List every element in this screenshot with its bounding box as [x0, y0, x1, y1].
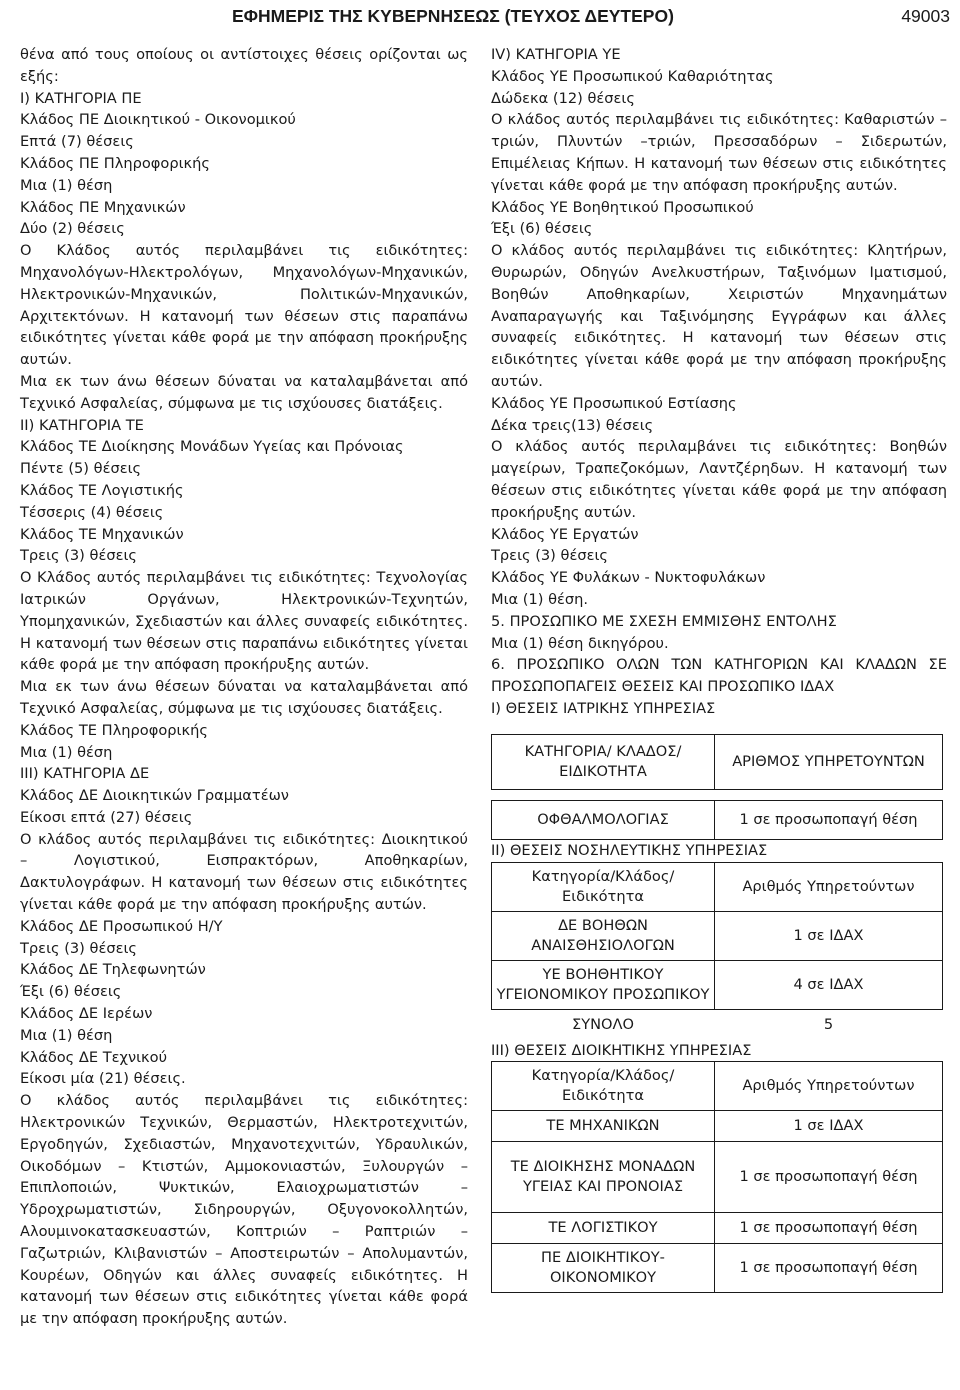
- paragraph: Δώδεκα (12) θέσεις: [491, 89, 635, 107]
- table-header-cell: Αριθμός Υπηρετούντων: [715, 1062, 943, 1111]
- paragraph: Κλάδος ΥΕ Προσωπικού Εστίασης: [491, 394, 737, 412]
- total-value: 5: [823, 1015, 834, 1033]
- paragraph: Κλάδος ΠΕ Διοικητικού - Οικονομικού: [20, 111, 296, 129]
- paragraph: Κλάδος ΤΕ Διοίκησης Μονάδων Υγείας και Πρόνοιας: [20, 438, 404, 456]
- section-heading: ΙV) ΚΑΤΗΓΟΡΙΑ ΥΕ: [491, 46, 621, 63]
- table-row: [492, 911, 943, 960]
- paragraph: Έξι (6) θέσεις: [20, 983, 122, 1001]
- section-heading: ΙΙΙ) ΚΑΤΗΓΟΡΙΑ ΔΕ: [20, 765, 150, 783]
- table-row: [492, 1244, 943, 1293]
- paragraph: Μια (1) θέση δικηγόρου.: [491, 634, 669, 652]
- paragraph: Κλάδος ΥΕ Προσωπικού Καθαριότητας: [491, 67, 774, 85]
- table-cell: 1 σε προσωποπαγή θέση: [715, 1213, 943, 1244]
- section-heading: 6. ΠΡΟΣΩΠΙΚΟ ΟΛΩΝ ΤΩΝ ΚΑΤΗΓΟΡΙΩΝ ΚΑΙ ΚΛΑΔΩΝ ΣΕ ΠΡΟΣΩΠΟΠΑΓΕΙΣ ΘΕΣΕΙΣ ΚΑΙ ΠΡΟΣΩΠΙΚΟ ΙΔΑΧ: [491, 656, 947, 696]
- table-header-cell: ΑΡΙΘΜΟΣ ΥΠΗΡΕΤΟΥΝΤΩΝ: [715, 734, 943, 789]
- table-cell: 1 σε ΙΔΑΧ: [715, 1111, 943, 1142]
- paragraph: Τρεις (3) θέσεις: [20, 547, 137, 565]
- paragraph: Τρεις (3) θέσεις: [20, 939, 137, 957]
- table-row: [492, 1142, 943, 1213]
- table-header-cell: Αριθμός Υπηρετούντων: [715, 862, 943, 911]
- section-heading: ΙΙ) ΚΑΤΗΓΟΡΙΑ ΤΕ: [20, 416, 144, 434]
- table-cell: ΠΕ ΔΙΟΙΚΗΤΙΚΟΥ-ΟΙΚΟΝΟΜΙΚΟΥ: [492, 1244, 715, 1293]
- paragraph: Ο Κλάδος αυτός περιλαμβάνει τις ειδικότητες: Τεχνολογίας Ιατρικών Οργάνων, Ηλεκτρονικών-Τεχνητών, Υπομηχανικών, Σχεδιαστών και άλλες συναφείς ειδικότητες. Η κατανομή των θέσεων στις παραπάνω ειδικότητες γίνεται κάθε φορά με την απόφαση προκήρυξης αυτών.: [20, 569, 468, 674]
- paragraph: Κλάδος ΠΕ Μηχανικών: [20, 198, 186, 216]
- table-cell: 1 σε ΙΔΑΧ: [715, 911, 943, 960]
- table-header-cell: Κατηγορία/Κλάδος/ Ειδικότητα: [492, 1062, 715, 1111]
- paragraph: Κλάδος ΔΕ Ιερέων: [20, 1005, 153, 1023]
- medical-service-table: [491, 734, 943, 840]
- table-cell: ΤΕ ΜΗΧΑΝΙΚΩΝ: [492, 1111, 715, 1142]
- paragraph: Μια εκ των άνω θέσεων δύναται να καταλαμβάνεται από Τεχνικό Ασφαλείας, σύμφωνα με τις ισχύουσες διατάξεις.: [20, 372, 468, 412]
- paragraph: Ο Κλάδος αυτός περιλαμβάνει τις ειδικότητες: Μηχανολόγων-Ηλεκτρολόγων, Μηχανολόγων-Μηχανικών, Ηλεκτρονικών-Μηχανικών, Πολιτικών-Μηχανικών, Αρχιτεκτόνων. Η κατανομή των θέσεων στις παραπάνω ειδικότητες γίνεται κάθε φορά με την απόφαση προκήρυξης αυτών.: [20, 242, 468, 369]
- paragraph: Κλάδος ΔΕ Διοικητικών Γραμματέων: [20, 787, 289, 805]
- table-row: [492, 960, 943, 1009]
- table-row: [492, 1213, 943, 1244]
- administrative-service-table: [491, 1061, 943, 1293]
- table-cell: ΟΦΘΑΛΜΟΛΟΓΙΑΣ: [492, 800, 715, 839]
- paragraph: Κλάδος ΔΕ Τηλεφωνητών: [20, 961, 206, 979]
- table-gap: [492, 789, 943, 800]
- paragraph: Δύο (2) θέσεις: [20, 220, 125, 238]
- paragraph: Κλάδος ΠΕ Πληροφορικής: [20, 154, 210, 172]
- table-row: [492, 1111, 943, 1142]
- table-cell: ΤΕ ΔΙΟΙΚΗΣΗΣ ΜΟΝΑΔΩΝ ΥΓΕΙΑΣ ΚΑΙ ΠΡΟΝΟΙΑΣ: [492, 1142, 715, 1213]
- paragraph: Μια εκ των άνω θέσεων δύναται να καταλαμβάνεται από Τεχνικό Ασφαλείας, σύμφωνα με τις ισχύουσες διατάξεις.: [20, 678, 468, 717]
- paragraph: Μια (1) θέση: [20, 176, 113, 194]
- table-header-row: [492, 734, 943, 789]
- paragraph: θένα από τους οποίους οι αντίστοιχες θέσεις ορίζονται ως εξής:: [20, 46, 468, 85]
- left-column: [20, 44, 468, 1330]
- paragraph: Δέκα τρεις(13) θέσεις: [491, 416, 654, 434]
- page-header: [0, 6, 960, 28]
- paragraph: Ο κλάδος αυτός περιλαμβάνει τις ειδικότητες: Καθαριστών –τριών, Πλυντών –τριών, Πρεσσαδόρων – Σιδερωτών, Επιμέλειας Κήπων. Η κατανομή των θέσεων στις ειδικότητες γίνεται κάθε φορά με την απόφαση προκήρυξης αυτών.: [491, 111, 947, 194]
- paragraph: Ο κλάδος αυτός περιλαμβάνει τις ειδικότητες: Βοηθών μαγείρων, Τραπεζοκόμων, Λαντζέρηδων. Η κατανομή των θέσεων στις ειδικότητες γίνεται κάθε φορά με την απόφαση προκήρυξης αυτών.: [491, 438, 947, 521]
- total-label: ΣΥΝΟΛΟ: [571, 1015, 634, 1033]
- paragraph: Κλάδος ΤΕ Μηχανικών: [20, 525, 184, 543]
- section-caption: ΙΙΙ) ΘΕΣΕΙΣ ΔΙΟΙΚΗΤΙΚΗΣ ΥΠΗΡΕΣΙΑΣ: [491, 1041, 752, 1059]
- paragraph: Πέντε (5) θέσεις: [20, 460, 142, 478]
- paragraph: Κλάδος ΥΕ Εργατών: [491, 525, 639, 543]
- table-cell: ΤΕ ΛΟΓΙΣΤΙΚΟΥ: [492, 1213, 715, 1244]
- paragraph: Έξι (6) θέσεις: [491, 220, 593, 238]
- table-cell: 4 σε ΙΔΑΧ: [715, 960, 943, 1009]
- paragraph: Κλάδος ΤΕ Πληροφορικής: [20, 721, 208, 739]
- right-column: [491, 44, 947, 1293]
- paragraph: Κλάδος ΤΕ Λογιστικής: [20, 481, 184, 499]
- paragraph: Μια (1) θέση: [20, 1026, 113, 1044]
- table-header-cell: Κατηγορία/Κλάδος/ Ειδικότητα: [492, 862, 715, 911]
- table-cell: 1 σε προσωποπαγή θέση: [715, 800, 943, 839]
- paragraph: Ο κλάδος αυτός περιλαμβάνει τις ειδικότητες: Ηλεκτρονικών Τεχνικών, Θερμαστών, Ηλεκτροτεχνιτών, Εργοδηγών, Σχεδιαστών, Μηχανοτεχνιτών, Υδραυλικών, Οικοδόμων – Κτιστών, Αμμοκονιαστών, Ξυλουργών – Επιπλοποιών, Ψυκτικών, Ελαιοχρωματιστών – Υδροχρωματιστών, Σιδηρουργών, Οξυγονοκολλητών, Αλουμινοκατασκευαστών, Κοπτριών – Ραπτριών – Γαζωτριών, Κλιβανιστών – Αποστειρωτών – Απολυμαντών, Κουρέων, Οδηγών και άλλες συναφείς ειδικότητες. Η κατανομή των θέσεων στις ειδικότητες γίνεται κάθε φορά με την απόφαση προκήρυξης αυτών.: [20, 1092, 468, 1328]
- table-header-cell: ΚΑΤΗΓΟΡΙΑ/ ΚΛΑΔΟΣ/ ΕΙΔΙΚΟΤΗΤΑ: [492, 734, 715, 789]
- paragraph: Κλάδος ΥΕ Βοηθητικού Προσωπικού: [491, 198, 754, 216]
- section-caption: ΙΙ) ΘΕΣΕΙΣ ΝΟΣΗΛΕΥΤΙΚΗΣ ΥΠΗΡΕΣΙΑΣ: [491, 841, 768, 859]
- paragraph: Είκοσι μία (21) θέσεις.: [20, 1070, 186, 1088]
- section-heading: 5. ΠΡΟΣΩΠΙΚΟ ΜΕ ΣΧΕΣΗ ΕΜΜΙΣΘΗΣ ΕΝΤΟΛΗΣ: [491, 612, 837, 630]
- table-row: [492, 800, 943, 839]
- paragraph: Κλάδος ΥΕ Φυλάκων - Νυκτοφυλάκων: [491, 569, 766, 587]
- paragraph: Μια (1) θέση.: [491, 590, 589, 608]
- table-total-row: [492, 1009, 943, 1040]
- table-cell: 1 σε προσωποπαγή θέση: [715, 1142, 943, 1213]
- section-heading: Ι) ΘΕΣΕΙΣ ΙΑΤΡΙΚΗΣ ΥΠΗΡΕΣΙΑΣ: [491, 699, 716, 717]
- table-gap-cell: [492, 789, 943, 800]
- paragraph: Μια (1) θέση: [20, 743, 113, 761]
- table-cell: ΔΕ ΒΟΗΘΩΝ ΑΝΑΙΣΘΗΣΙΟΛΟΓΩΝ: [492, 911, 715, 960]
- gazette-title: ΕΦΗΜΕΡΙΣ ΤΗΣ ΚΥΒΕΡΝΗΣΕΩΣ (ΤΕΥΧΟΣ ΔΕΥΤΕΡΟ): [232, 6, 674, 26]
- page-number: 49003: [901, 6, 950, 26]
- paragraph: Κλάδος ΔΕ Προσωπικού Η/Υ: [20, 917, 223, 935]
- paragraph: Κλάδος ΔΕ Τεχνικού: [20, 1048, 168, 1066]
- paragraph: Είκοσι επτά (27) θέσεις: [20, 808, 193, 826]
- table-header-row: [492, 1062, 943, 1111]
- paragraph: Επτά (7) θέσεις: [20, 133, 134, 151]
- table-cell: ΥΕ ΒΟΗΘΗΤΙΚΟΥ ΥΓΕΙΟΝΟΜΙΚΟΥ ΠΡΟΣΩΠΙΚΟΥ: [492, 960, 715, 1009]
- paragraph: Ο κλάδος αυτός περιλαμβάνει τις ειδικότητες: Διοικητικού – Λογιστικού, Εισπρακτόρων, Αποθηκαρίων, Δακτυλογράφων. Η κατανομή των θέσεων στις ειδικότητες γίνεται κάθε φορά με την απόφαση προκήρυξης αυτών.: [20, 830, 468, 914]
- table-header-row: [492, 862, 943, 911]
- paragraph: Ο κλάδος αυτός περιλαμβάνει τις ειδικότητες: Κλητήρων, Θυρωρών, Οδηγών Ανελκυστήρων, Ταξινόμων Ιματισμού, Βοηθών Αποθηκαρίων, Χειριστών Μηχανημάτων Αναπαραγωγής και Ταξινόμησης Εγγράφων και άλλες συναφείς ειδικότητες. Η κατανομή των θέσεων στις ειδικότητες γίνεται κάθε φορά με την απόφαση προκήρυξης αυτών.: [491, 242, 947, 390]
- table-cell: 1 σε προσωποπαγή θέση: [715, 1244, 943, 1293]
- paragraph: Τρεις (3) θέσεις: [491, 547, 608, 565]
- paragraph: Τέσσερις (4) θέσεις: [20, 503, 164, 521]
- section-heading: Ι) ΚΑΤΗΓΟΡΙΑ ΠΕ: [20, 89, 142, 107]
- nursing-service-table: [491, 862, 943, 1040]
